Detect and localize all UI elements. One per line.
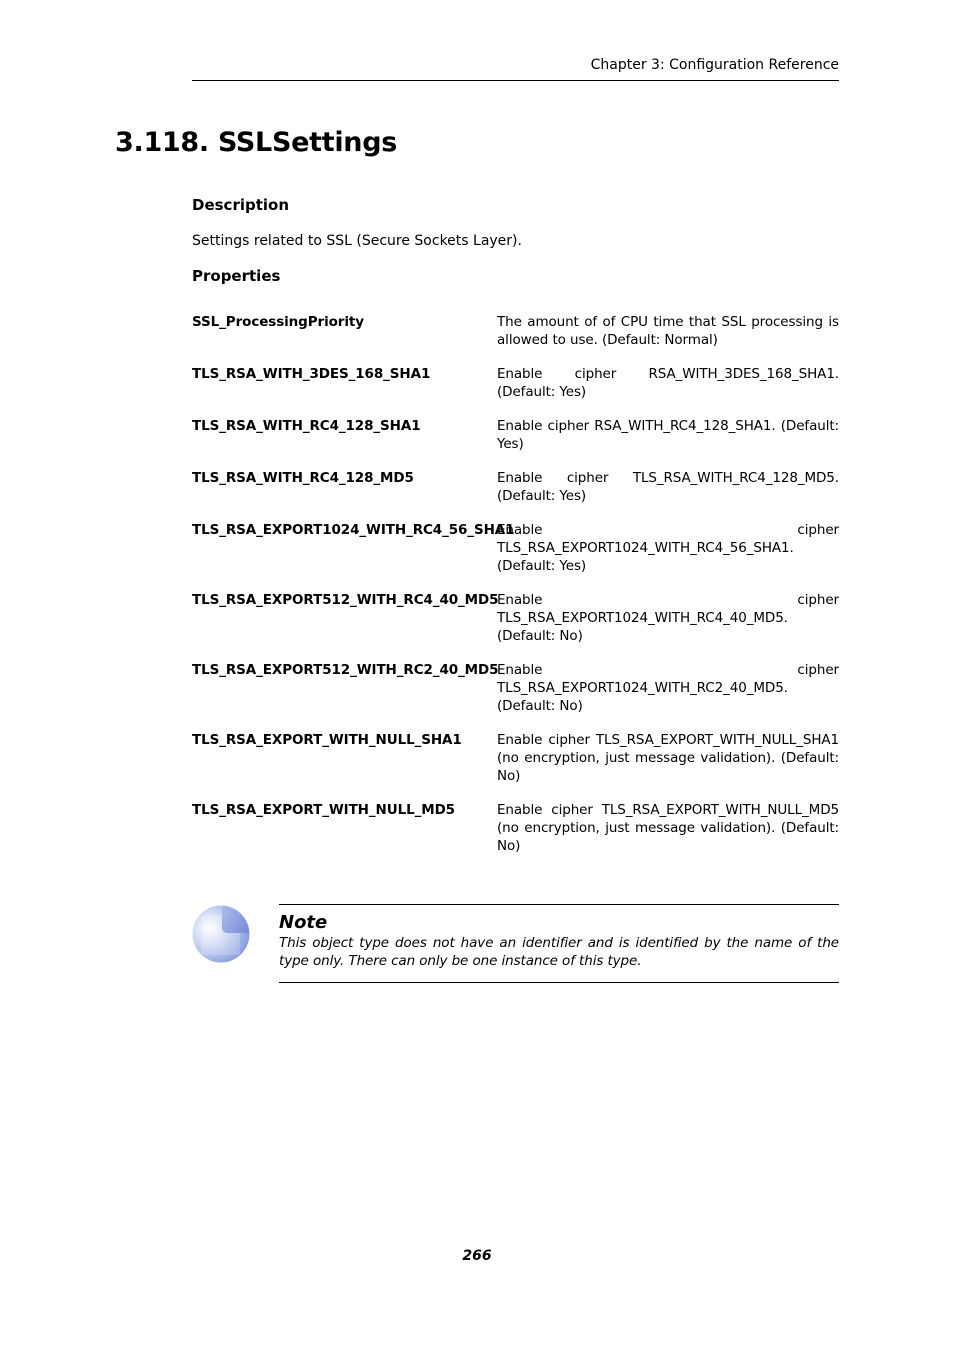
property-description: Enable cipher TLS_RSA_EXPORT_WITH_NULL_MD5 (no encryption, just message validation). (Default: No) xyxy=(497,802,839,854)
property-name: TLS_RSA_EXPORT1024_WITH_RC4_56_SHA1 xyxy=(192,522,515,538)
property-row xyxy=(192,313,839,349)
property-description: Enable cipher RSA_WITH_3DES_168_SHA1. (Default: Yes) xyxy=(497,366,839,400)
property-row xyxy=(192,469,839,505)
note-page-icon-graphic xyxy=(192,905,250,963)
description-text: Settings related to SSL (Secure Sockets Layer). xyxy=(192,233,522,249)
property-name: TLS_RSA_EXPORT512_WITH_RC2_40_MD5 xyxy=(192,662,499,678)
property-name: TLS_RSA_WITH_RC4_128_SHA1 xyxy=(192,418,421,434)
property-row xyxy=(192,365,839,401)
note-page-icon xyxy=(192,905,250,963)
note-box xyxy=(279,904,839,983)
property-description: Enable cipher TLS_RSA_EXPORT_WITH_NULL_SHA1 (no encryption, just message validation). (Default: No) xyxy=(497,732,839,784)
property-row xyxy=(192,661,839,715)
running-header: Chapter 3: Configuration Reference xyxy=(192,55,839,81)
property-name: TLS_RSA_WITH_3DES_168_SHA1 xyxy=(192,366,431,382)
properties-heading: Properties xyxy=(192,267,281,285)
property-row xyxy=(192,801,839,855)
property-description: Enable cipher TLS_RSA_EXPORT1024_WITH_RC2_40_MD5. (Default: No) xyxy=(497,662,839,714)
property-row xyxy=(192,731,839,785)
properties-list xyxy=(192,313,839,871)
property-description: Enable cipher TLS_RSA_EXPORT1024_WITH_RC4_56_SHA1. (Default: Yes) xyxy=(497,522,839,574)
property-row xyxy=(192,521,839,575)
property-row xyxy=(192,591,839,645)
property-name: TLS_RSA_WITH_RC4_128_MD5 xyxy=(192,470,414,486)
page-number: 266 xyxy=(462,1248,492,1264)
property-description: Enable cipher TLS_RSA_WITH_RC4_128_MD5. (Default: Yes) xyxy=(497,470,839,504)
property-name: TLS_RSA_EXPORT_WITH_NULL_MD5 xyxy=(192,802,455,818)
property-description: Enable cipher TLS_RSA_EXPORT1024_WITH_RC4_40_MD5. (Default: No) xyxy=(497,592,839,644)
property-name: TLS_RSA_EXPORT_WITH_NULL_SHA1 xyxy=(192,732,462,748)
note-text: This object type does not have an identifier and is identified by the name of the type only. There can only be one instance of this type. xyxy=(279,935,839,969)
description-heading: Description xyxy=(192,196,290,214)
property-row xyxy=(192,417,839,453)
property-name: SSL_ProcessingPriority xyxy=(192,314,364,330)
property-description: The amount of of CPU time that SSL processing is allowed to use. (Default: Normal) xyxy=(497,314,839,348)
section-title: 3.118. SSLSettings xyxy=(115,127,397,158)
property-name: TLS_RSA_EXPORT512_WITH_RC4_40_MD5 xyxy=(192,592,499,608)
property-description: Enable cipher RSA_WITH_RC4_128_SHA1. (Default: Yes) xyxy=(497,418,839,452)
note-title: Note xyxy=(279,912,328,933)
